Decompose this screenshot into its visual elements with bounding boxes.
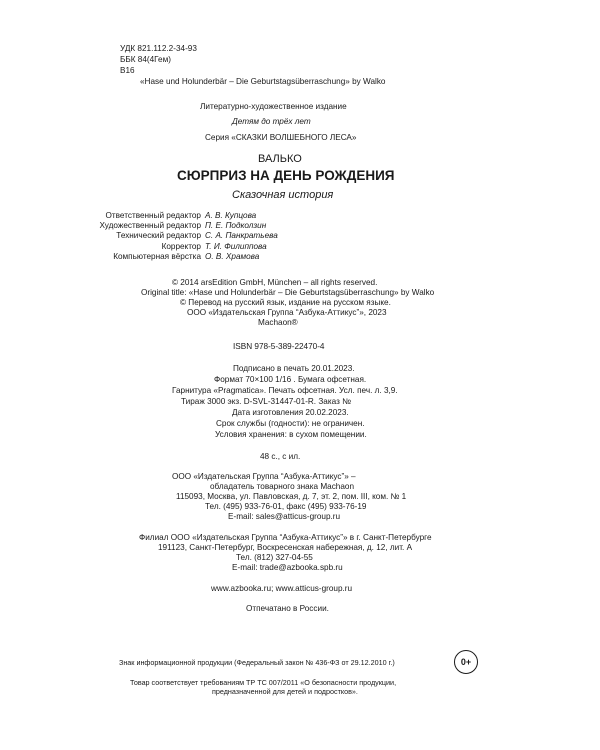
info-mark-text: Знак информационной продукции (Федеральный закон № 436-ФЗ от 29.12.2010 г.)	[119, 658, 395, 667]
credit-name: Т. И. Филиппова	[205, 241, 267, 251]
credits-list	[75, 211, 278, 262]
credit-role: Компьютерная вёрстка	[113, 251, 201, 261]
publisher-email: E-mail: sales@atticus-group.ru	[228, 512, 341, 521]
branch-line: Тел. (812) 327-04-55	[236, 553, 313, 562]
copyright-line: ООО «Издательская Группа “Азбука-Аттикус”», 2023	[187, 308, 387, 317]
copyright-line: © 2014 arsEdition GmbH, München – all rights reserved.	[172, 278, 378, 287]
publisher-line: обладатель товарного знака Machaon	[210, 482, 354, 491]
page-count: 48 с., с ил.	[260, 452, 301, 461]
print-info-line: Тираж 3000 экз. D-SVL-31447-01-R. Заказ №	[181, 397, 351, 406]
series-name: Серия «СКАЗКИ ВОЛШЕБНОГО ЛЕСА»	[205, 133, 357, 142]
publisher-line: Тел. (495) 933-76-01, факс (495) 933-76-19	[205, 502, 367, 511]
credit-row	[75, 242, 278, 252]
publisher-line: 115093, Москва, ул. Павловская, д. 7, эт. 2, пом. III, ком. № 1	[176, 492, 407, 501]
compliance-line: предназначенной для детей и подростков».	[212, 687, 358, 696]
branch-line: 191123, Санкт-Петербург, Воскресенская набережная, д. 12, лит. А	[158, 543, 413, 552]
credit-row	[75, 221, 278, 231]
original-title-line: «Hase und Holunderbär – Die Geburtstagsüberraschung» by Walko	[140, 77, 386, 86]
print-info-line: Условия хранения: в сухом помещении.	[215, 430, 367, 439]
printed-in: Отпечатано в России.	[246, 604, 329, 613]
copyright-line: Original title: «Hase und Holunderbär – Die Geburtstagsüberraschung» by Walko	[141, 288, 435, 297]
compliance-line: Товар соответствует требованиям ТР ТС 007/2011 «О безопасности продукции,	[130, 678, 397, 687]
age-note: Детям до трёх лет	[232, 117, 311, 126]
print-info-line: Гарнитура «Pragmatica». Печать офсетная. Усл. печ. л. 3,9.	[172, 386, 398, 395]
credit-role: Ответственный редактор	[105, 211, 201, 220]
publisher-line: ООО «Издательская Группа “Азбука-Аттикус”» –	[172, 472, 356, 481]
author-name: ВАЛЬКО	[258, 153, 302, 165]
credit-row	[75, 231, 278, 241]
credit-name: О. В. Храмова	[205, 251, 260, 261]
print-info-line: Срок службы (годности): не ограничен.	[216, 419, 365, 428]
credit-role: Технический редактор	[116, 231, 201, 241]
copyright-line: Machaon®	[258, 318, 298, 327]
udk-code: УДК 821.112.2-34-93	[120, 44, 197, 53]
bbk-code: ББК 84(4Гем)	[120, 55, 171, 64]
credit-role: Корректор	[161, 241, 201, 251]
credit-row	[75, 211, 278, 221]
websites: www.azbooka.ru; www.atticus-group.ru	[211, 584, 353, 593]
author-code: В16	[120, 66, 135, 75]
print-info-line: Формат 70×100 1/16 . Бумага офсетная.	[214, 375, 367, 384]
branch-line: Филиал ООО «Издательская Группа “Азбука-Аттикус”» в г. Санкт-Петербурге	[139, 533, 432, 542]
branch-email: E-mail: trade@azbooka.spb.ru	[232, 563, 343, 572]
credit-role: Художественный редактор	[99, 221, 201, 231]
copyright-line: © Перевод на русский язык, издание на русском языке.	[180, 298, 391, 307]
age-rating-badge: 0+	[454, 650, 478, 674]
isbn: ISBN 978-5-389-22470-4	[233, 342, 325, 351]
book-title: СЮРПРИЗ НА ДЕНЬ РОЖДЕНИЯ	[177, 168, 395, 183]
credit-name: С. А. Панкратьева	[205, 231, 278, 241]
credit-name: П. Е. Подколзин	[205, 221, 267, 231]
edition-type: Литературно-художественное издание	[200, 102, 347, 111]
print-info-line: Подписано в печать 20.01.2023.	[233, 364, 355, 373]
credit-name: А. В. Купцова	[205, 211, 257, 220]
print-info-line: Дата изготовления 20.02.2023.	[232, 408, 349, 417]
credit-row	[75, 252, 278, 262]
book-subtitle: Сказочная история	[232, 189, 334, 201]
